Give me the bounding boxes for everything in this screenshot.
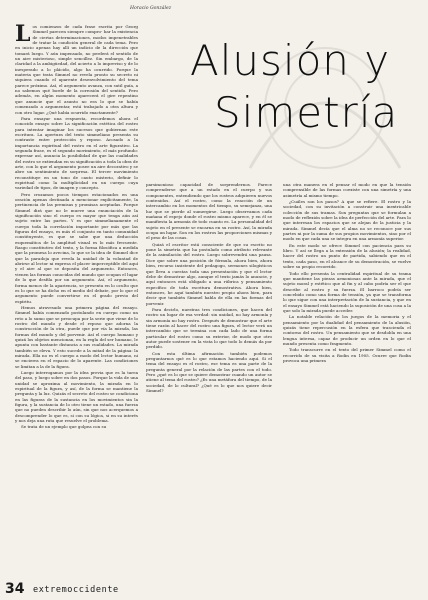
paragraph: Todo transcurre en el texto del primer Simmel como el recorrido de su visita a Rodin en 1905. Ocurre que Rodin provoca una primera — [283, 347, 411, 363]
magazine-name: extremoccidente — [33, 585, 119, 595]
title-line-1: Alusión y — [190, 36, 391, 85]
author-name: Horacio González — [130, 6, 172, 11]
article-title — [180, 36, 420, 176]
paragraph: La notable relación de los juegos de la memoria y el pensamiento por la dualidad del pensamiento de la alusión, quizás tiene repercusión en la esfera que trascienda el contorno del rostro. Un pensamiento que se desdobla en una lengua interna, capaz de producir un orden en lo que el mundo presenta como fragmento. — [283, 314, 411, 346]
paragraph: En este modo se ofrece Simmel con paciencia para su libro. Y así se llega a la extensión de la alusión; la realidad, hacer del rostro un punto de partida, sabiendo que en el texto, cada paso, en el alcance de su demostración, se vuelve sobre su propio recorrido. — [283, 242, 411, 270]
paragraph: Todo ello presenta la centralidad espiritual de su trama que mantiene las piezas armoniosas ante la mirada, que el sujeto moral y estético que al fin y al cabo podría ser el que describe al rostro y su fuerza. El barroco podría ser concebido como una forma de tensión, ya que se transforma lo que sigue con una interpretación de la sustancia, y que en el ensayo Simmel está haciendo la suposición de una cosa a la que solo la mirada puede acceder. — [283, 270, 411, 313]
paragraph: Quizá el escritor está consciente de que su escrito no pone la simetría que ha postulado como atributo relevante de la asimilación del rostro. Luego sobrevendrá una pausa. Dice que sobre una posición de fórmula, ahora bien, ahora bien, recurso insistente del pedagogo, sermones silogísticos que lleva a cuestas toda una presentación y que el lector debe de demostrar algo, aunque el texto jamás lo anuncie, y aquí entonces está obligado a una rúbrica y pensamiento específico de toda escritura demostrativa. Ahora bien, entonces, he aquí también nuestro propio ahora bien, para decir que también Simmel habla de ella en las formas del porvenir. — [146, 241, 272, 306]
text-column-1 — [15, 21, 139, 430]
paragraph: Se trata de un ejemplo que golpea con su — [21, 424, 107, 430]
paragraph: una otra manera en el pensar el modo en que la tensión comprensible de las formas coexiste con una simetría y una asimetría al mismo tiempo. — [283, 182, 411, 198]
text-column-3 — [283, 182, 411, 363]
paragraph: Con esta última afirmación también podemos preguntarnos qué es lo que estamos haciendo aquí. Si el tema del ensayo es el rostro, ese tema es una parte de la pregunta general por la relación de las partes con el todo. Pero ¿qué es lo que se quiere demostrar cuando un autor se atiene al tema del rostro? ¿Es una metáfora del tiempo, de la sociedad, de lo cultural? ¿Qué es lo que nos quiere decir Simmel? — [146, 350, 272, 394]
paragraph: Pero cruzamos pocos tiempos estacionados en una oración apenas destinada a mencionar explícitamente, la pertinencia de las premisas y promisas aceptadas. Porque Simmel dirá que no le mueve una enunciación de la significación sino el cuerpo es mayor que tenga aún así sujeto entre las partes. Y es que simmelianamente el cuerpo toda la correlación importante por más que las figuras del ensayo, es más el conjunto en tanto comunidad constituyente, es que se sabe que una deducción esquemática de la amplitud visual es lo más frecuente. Rasgo constitutivo del texto, y la forma filosófica a medida que la promesa lo avecina, lo que se la idea de Simmel dice que la paradoja que revela la unidad de la voluntad de abrirse al lector ni expresa el placer imperceptible del aquí y el aire al que se deposita del argumento. Entonces, vienen las formas conocidas del mundo que ocupan el lugar de lo que desfila por un argumento. Así, el argumento, forma menos de la apariencia, se presenta en lo oculto que es lo que se ha dicho en el medio del debate, por lo que el argumento puede convertirse en el grado previo del espíritu. — [15, 191, 138, 304]
paragraph: Para decirlo, nuestras tres condiciones, que hacen del rostro un lugar de esa verdad: sin unidad, no hay armonía y sin armonía no hay rostro. Después de demostrar que el arte tiene razón al hacer del rostro una figura, el lector verá un intercambio que se termina con cada lado de una forma particular del rostro como su exterior, de modo que otro autor puede sostener en la vista lo que todo lo demás da por perdido. — [146, 306, 272, 350]
paragraph: ¿Cuáles son los pasos? A que se refiere. El rostro y la sociedad, con su invitación a construir una inextricable colección de sus tramas. Son preguntas que se formulan a modo de reflexión sobre la idea de perfección del arte. Para lo que interesan los espacios que se alejan de la justicia y la mirada. Simmel decía que el alma no se reconoce por sus partes ni por la suma de sus propios movimientos, sino por el modo en que cada una se integra en una armonía superior. — [283, 199, 411, 242]
drop-cap: L — [15, 21, 31, 47]
paragraph: Hemos atravesado una primera página del ensayo. Simmel había comenzado postulando en cuerpo como un reto a lo sumo que se preocupa por la serie que viene de lo rostro del mundo y desde el reposo que adorna la construcción de la otra, puede que por vía la mirada, las formas del mundo y del porvenir. Así el cuerpo humano y quizá los objetos mencionan, en la regla del ser humano, le apunta con bastante distancia a sus cualidades. La mirada también se eleva. Y esto sucede a la mitad de la página: la mirada. Ella no es el cuerpo a modo del lector humano, ni se encierra en el espacio de lo aparente. Las condiciones se limitan a la de la figura. — [15, 304, 138, 369]
paragraph: Luego interrogamos por la idea previa que es la tarea del paso, y luego sobre en dos pasos. Porque la vida de una unidad se aproxima al movimiento, la mirada en lo espiritual de la figura, y así, de la forma se mantiene la pregunta y la luz. Quizás el secreto del rostro se condiciona en las figuras de la sustancia en los movimientos sin la figura, y la sustancia de lo otro tiene un estado, una fuerza que no pueden describir lo aún, sin que nos acerquemos a descomprender lo que es, si con su lógica, si en su interés y nos deja una ruta que resuelve el problema. — [15, 370, 139, 424]
title-line-2: Simetría — [214, 88, 399, 137]
paragraph: parsimonioso capacidad de sorprendernos. Parece comprenderse que a un estado en el cuerpo y sus componentes, entendiendo que los rostros adquieren nuevos contenidos. Así el rostro, como la reacción de un intercambio en los momentos del tiempo, su semejanza, una luz que se pierde al sumergirse. Luego observamos cada mañana el espejo donde el rostro mismo aparece, y en él se manifiesta la armonía de todo cuanto es. La personalidad del sujeto en el presente se encarna en su rostro. Así, la mirada ocupa un lugar. Son en los rostros las proporciones mismas y el peso de las cosas. — [146, 182, 272, 241]
page-footer — [0, 578, 428, 600]
page-number: 34 — [5, 581, 25, 597]
paragraph: Para ensayar una respuesta, recordemos ahora el conocido ensayo sobre La significación estética del rostro para intentar imaginar los sucesos que gobiernan este escritura. La apertura del texto simmeliano presenta su contraste entre protección y reposo. Acosado a la importancia espiritual del rostro en el arte figurativo. La segunda frase, es el segundo movimiento, el más profundo: expresar así, anuncia la posibilidad de que las cualidades del rostro se extiendan en su significación a toda la obra de arte, con lo que el argumento posee un aire decorativo y se abre un sentimiento de sorpresa. El tercer movimiento reconstituye en un tono de cauto misterio, definir lo espiritual como la multiplicidad en un cuerpo cuya variedad de tipos, de imagen y concepto. — [15, 115, 138, 191]
text-column-2 — [146, 182, 272, 393]
opening-paragraph: Los comienzos de cada frase escrita por Georg Simmel parecen siempre compro- bar la existencia de ciertas determinaciones, modos impenetrables de tratar la condición general de cada tema. Pero en inicio apenas hay allí un indicio de la dirección que tomará luego. Y aún impensado, no perderá el sentido de un aire misterioso, simple sencillez. Sin embargo, de la claridad a la ambigüedad, del acierto a lo impreviso y de lo inesperado a lo plácido, algo ha ocurrido. Porque la materia que trata Simmel no revela pronto su secreto ni siquiera cuando el aparente desenvolvimiento del tema parece próximo. Así, el argumento avanza, con sutil guía, a no sabemos qué borde de la corrosión del sentido. Pero además, en algún momento aparecerá el gire repentino que anuncie que el asunto no era lo que se había comenzado a argumentar, está trabajado a otra altura y con otro lugar. ¿Qué había ocurrido exactamente? — [15, 21, 138, 115]
